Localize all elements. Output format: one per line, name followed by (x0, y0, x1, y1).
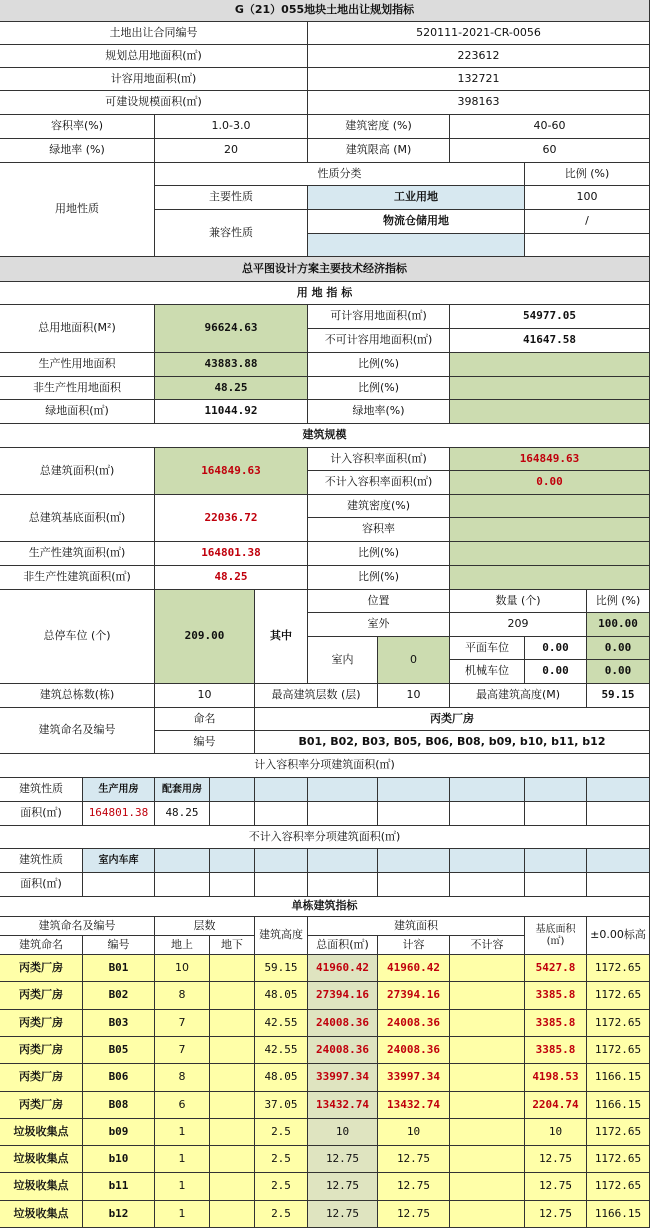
buildable-area-label: 可建设规模面积(㎡) (0, 91, 308, 115)
far-items-area-label: 面积(㎡) (0, 802, 83, 826)
single-cell-code: b12 (83, 1201, 155, 1228)
land-green-rate-value (450, 400, 650, 424)
parking-count-header: 数量 (个) (450, 590, 587, 613)
land-total-label: 总用地面积(M²) (0, 305, 155, 353)
nonfar-items-empty (155, 873, 210, 897)
single-cell-height: 42.55 (255, 1037, 308, 1064)
single-h-far: 计容 (378, 936, 450, 955)
land-far-value: 54977.05 (450, 305, 650, 329)
max-height-value: 59.15 (587, 684, 650, 708)
single-cell-below (210, 1119, 255, 1146)
naming-code-value: B01, B02, B03, B05, B06, B08, b09, b10, b11, b12 (255, 731, 650, 754)
parking-mech-label: 机械车位 (450, 660, 525, 684)
nonfar-items-blank (210, 849, 255, 873)
far-items-col2: 配套用房 (155, 778, 210, 802)
nonfar-items-area-label: 面积(㎡) (0, 873, 83, 897)
parking-surface-label: 平面车位 (450, 637, 525, 660)
bldg-far-label: 计入容积率面积(㎡) (308, 448, 450, 471)
nonfar-items-empty (255, 873, 308, 897)
far-items-blank (525, 778, 587, 802)
far-items-blank (308, 778, 378, 802)
bldg-nonprod-value: 48.25 (155, 566, 308, 590)
nonfar-items-nature-label: 建筑性质 (0, 849, 83, 873)
single-cell-nonfar (450, 982, 525, 1010)
bldg-prod-ratio-label: 比例(%) (308, 542, 450, 566)
far-items-val2: 48.25 (155, 802, 210, 826)
single-h-above: 地上 (155, 936, 210, 955)
parking-outdoor-label: 室外 (308, 613, 450, 637)
single-cell-name: 丙类厂房 (0, 1010, 83, 1037)
single-cell-elev: 1166.15 (587, 1092, 650, 1119)
main-nature-value: 工业用地 (308, 186, 525, 210)
parking-mech-value: 0.00 (525, 660, 587, 684)
single-cell-base: 12.75 (525, 1146, 587, 1173)
nonfar-items-blank (255, 849, 308, 873)
bldg-base-value: 22036.72 (155, 495, 308, 542)
single-cell-height: 2.5 (255, 1201, 308, 1228)
single-h-height: 建筑高度 (255, 917, 308, 955)
single-cell-above: 1 (155, 1146, 210, 1173)
tech-section-title: 总平图设计方案主要技术经济指标 (0, 257, 650, 282)
single-cell-nonfar (450, 1092, 525, 1119)
single-cell-total: 24008.36 (308, 1037, 378, 1064)
parking-total-value: 209.00 (155, 590, 255, 684)
single-cell-name: 丙类厂房 (0, 1064, 83, 1092)
single-cell-name: 丙类厂房 (0, 982, 83, 1010)
land-nonfar-label: 不可计容用地面积(㎡) (308, 329, 450, 353)
doc-title: G（21）055地块土地出让规划指标 (0, 0, 650, 22)
parking-label: 总停车位 (个) (0, 590, 155, 684)
main-nature-label: 主要性质 (155, 186, 308, 210)
single-cell-name: 垃圾收集点 (0, 1173, 83, 1201)
single-h-code: 编号 (83, 936, 155, 955)
single-cell-above: 8 (155, 1064, 210, 1092)
bldg-nonprod-label: 非生产性建筑面积(㎡) (0, 566, 155, 590)
bldg-total-label: 总建筑面积(㎡) (0, 448, 155, 495)
single-cell-code: B05 (83, 1037, 155, 1064)
single-cell-elev: 1172.65 (587, 1173, 650, 1201)
nonfar-items-blank (378, 849, 450, 873)
far-items-title: 计入容积率分项建筑面积(㎡) (0, 754, 650, 778)
total-land-value: 223612 (308, 45, 650, 68)
land-far-label: 可计容用地面积(㎡) (308, 305, 450, 329)
green-label: 绿地率 (%) (0, 139, 155, 163)
bldg-nonprod-ratio-label: 比例(%) (308, 566, 450, 590)
far-value: 1.0-3.0 (155, 115, 308, 139)
land-section-title: 用 地 指 标 (0, 282, 650, 305)
parking-outdoor-ratio: 100.00 (587, 613, 650, 637)
buildable-area-value: 398163 (308, 91, 650, 115)
single-cell-height: 42.55 (255, 1010, 308, 1037)
single-cell-code: b10 (83, 1146, 155, 1173)
land-prod-label: 生产性用地面积 (0, 353, 155, 377)
far-items-empty (308, 802, 378, 826)
single-cell-above: 1 (155, 1119, 210, 1146)
parking-of-which: 其中 (255, 590, 308, 684)
single-h-name: 建筑命名 (0, 936, 83, 955)
far-items-col1: 生产用房 (83, 778, 155, 802)
single-cell-below (210, 1173, 255, 1201)
single-cell-name: 垃圾收集点 (0, 1201, 83, 1228)
nonfar-items-empty (378, 873, 450, 897)
single-cell-below (210, 1146, 255, 1173)
single-cell-total: 12.75 (308, 1146, 378, 1173)
max-floors-value: 10 (378, 684, 450, 708)
single-cell-base: 3385.8 (525, 982, 587, 1010)
single-cell-height: 2.5 (255, 1173, 308, 1201)
single-cell-below (210, 1201, 255, 1228)
single-h-total: 总面积(㎡) (308, 936, 378, 955)
parking-surface-ratio: 0.00 (587, 637, 650, 660)
single-cell-nonfar (450, 1037, 525, 1064)
bldg-count-label: 建筑总栋数(栋) (0, 684, 155, 708)
nonfar-items-blank (308, 849, 378, 873)
single-cell-name: 丙类厂房 (0, 1092, 83, 1119)
single-cell-far: 33997.34 (378, 1064, 450, 1092)
single-cell-far: 13432.74 (378, 1092, 450, 1119)
height-value: 60 (450, 139, 650, 163)
parking-surface-value: 0.00 (525, 637, 587, 660)
compat-nature-ratio: / (525, 210, 650, 234)
land-green-label: 绿地面积(㎡) (0, 400, 155, 424)
nonfar-items-blank (587, 849, 650, 873)
single-h-elev: ±0.00标高 (587, 917, 650, 955)
parking-indoor-value: 0 (378, 637, 450, 684)
far-land-label: 计容用地面积(㎡) (0, 68, 308, 91)
single-cell-below (210, 1037, 255, 1064)
single-section-title: 单栋建筑指标 (0, 897, 650, 917)
single-cell-total: 27394.16 (308, 982, 378, 1010)
single-cell-far: 12.75 (378, 1173, 450, 1201)
single-cell-code: B03 (83, 1010, 155, 1037)
single-cell-nonfar (450, 955, 525, 982)
single-cell-total: 12.75 (308, 1173, 378, 1201)
single-cell-below (210, 1092, 255, 1119)
single-cell-height: 48.05 (255, 982, 308, 1010)
single-cell-nonfar (450, 1010, 525, 1037)
single-cell-base: 12.75 (525, 1173, 587, 1201)
single-cell-nonfar (450, 1064, 525, 1092)
single-cell-far: 12.75 (378, 1146, 450, 1173)
land-nonprod-value: 48.25 (155, 377, 308, 400)
single-cell-total: 10 (308, 1119, 378, 1146)
bldg-base-label: 总建筑基底面积(㎡) (0, 495, 155, 542)
single-cell-nonfar (450, 1173, 525, 1201)
single-cell-base: 4198.53 (525, 1064, 587, 1092)
main-nature-ratio: 100 (525, 186, 650, 210)
single-h-name-code: 建筑命名及编号 (0, 917, 155, 936)
single-cell-code: B06 (83, 1064, 155, 1092)
nonfar-items-empty (83, 873, 155, 897)
single-cell-elev: 1172.65 (587, 1119, 650, 1146)
far-items-empty (378, 802, 450, 826)
single-h-base: 基底面积(㎡) (525, 917, 587, 955)
nonfar-items-blank (525, 849, 587, 873)
land-nature-label: 用地性质 (0, 163, 155, 257)
single-cell-height: 48.05 (255, 1064, 308, 1092)
nonfar-items-empty (308, 873, 378, 897)
single-h-floors: 层数 (155, 917, 255, 936)
total-land-label: 规划总用地面积(㎡) (0, 45, 308, 68)
parking-position-header: 位置 (308, 590, 450, 613)
compat-nature-label: 兼容性质 (155, 210, 308, 257)
bldg-nonprod-ratio-value (450, 566, 650, 590)
single-cell-base: 2204.74 (525, 1092, 587, 1119)
single-cell-name: 丙类厂房 (0, 1037, 83, 1064)
nature-ratio-header: 比例 (%) (525, 163, 650, 186)
single-cell-base: 3385.8 (525, 1037, 587, 1064)
single-cell-base: 3385.8 (525, 1010, 587, 1037)
single-h-area: 建筑面积 (308, 917, 525, 936)
compat-blank-ratio (525, 234, 650, 257)
single-cell-code: b09 (83, 1119, 155, 1146)
land-prod-ratio-label: 比例(%) (308, 353, 450, 377)
density-value: 40-60 (450, 115, 650, 139)
contract-no-value: 520111-2021-CR-0056 (308, 22, 650, 45)
nonfar-items-empty (525, 873, 587, 897)
single-cell-elev: 1172.65 (587, 1037, 650, 1064)
parking-ratio-header: 比例 (%) (587, 590, 650, 613)
single-cell-base: 5427.8 (525, 955, 587, 982)
single-cell-above: 7 (155, 1037, 210, 1064)
single-cell-code: B02 (83, 982, 155, 1010)
far-items-empty (525, 802, 587, 826)
single-cell-name: 垃圾收集点 (0, 1146, 83, 1173)
single-cell-total: 13432.74 (308, 1092, 378, 1119)
single-cell-nonfar (450, 1146, 525, 1173)
single-cell-below (210, 1010, 255, 1037)
single-cell-total: 12.75 (308, 1201, 378, 1228)
green-value: 20 (155, 139, 308, 163)
single-cell-name: 垃圾收集点 (0, 1119, 83, 1146)
naming-name-label: 命名 (155, 708, 255, 731)
bldg-far-rate-label: 容积率 (308, 518, 450, 542)
single-cell-below (210, 955, 255, 982)
single-cell-far: 24008.36 (378, 1010, 450, 1037)
far-items-nature-label: 建筑性质 (0, 778, 83, 802)
single-cell-code: B08 (83, 1092, 155, 1119)
single-cell-far: 10 (378, 1119, 450, 1146)
single-cell-far: 27394.16 (378, 982, 450, 1010)
single-cell-above: 8 (155, 982, 210, 1010)
land-nonprod-ratio-label: 比例(%) (308, 377, 450, 400)
bldg-density-value (450, 495, 650, 518)
far-items-blank (255, 778, 308, 802)
single-cell-elev: 1172.65 (587, 1146, 650, 1173)
single-cell-above: 1 (155, 1173, 210, 1201)
bldg-total-value: 164849.63 (155, 448, 308, 495)
nature-class-header: 性质分类 (155, 163, 525, 186)
single-h-below: 地下 (210, 936, 255, 955)
single-cell-below (210, 982, 255, 1010)
bldg-count-value: 10 (155, 684, 255, 708)
single-cell-base: 10 (525, 1119, 587, 1146)
single-cell-nonfar (450, 1201, 525, 1228)
land-prod-value: 43883.88 (155, 353, 308, 377)
single-cell-elev: 1172.65 (587, 982, 650, 1010)
bldg-density-label: 建筑密度(%) (308, 495, 450, 518)
bldg-prod-label: 生产性建筑面积(㎡) (0, 542, 155, 566)
far-items-empty (210, 802, 255, 826)
single-cell-total: 24008.36 (308, 1010, 378, 1037)
far-items-empty (450, 802, 525, 826)
single-cell-elev: 1166.15 (587, 1201, 650, 1228)
single-cell-code: B01 (83, 955, 155, 982)
far-items-blank (378, 778, 450, 802)
single-cell-far: 24008.36 (378, 1037, 450, 1064)
single-cell-above: 1 (155, 1201, 210, 1228)
far-items-blank (450, 778, 525, 802)
far-items-empty (255, 802, 308, 826)
far-items-blank (210, 778, 255, 802)
single-cell-elev: 1172.65 (587, 1010, 650, 1037)
compat-nature-value: 物流仓储用地 (308, 210, 525, 234)
land-prod-ratio-value (450, 353, 650, 377)
single-cell-nonfar (450, 1119, 525, 1146)
parking-indoor-label: 室内 (308, 637, 378, 684)
land-nonprod-ratio-value (450, 377, 650, 400)
density-label: 建筑密度 (%) (308, 115, 450, 139)
nonfar-items-blank (450, 849, 525, 873)
single-cell-height: 2.5 (255, 1146, 308, 1173)
single-cell-elev: 1172.65 (587, 955, 650, 982)
nonfar-items-col1: 室内车库 (83, 849, 155, 873)
bldg-far-rate-value (450, 518, 650, 542)
single-cell-height: 37.05 (255, 1092, 308, 1119)
single-cell-name: 丙类厂房 (0, 955, 83, 982)
single-cell-total: 33997.34 (308, 1064, 378, 1092)
bldg-prod-ratio-value (450, 542, 650, 566)
land-green-value: 11044.92 (155, 400, 308, 424)
max-height-label: 最高建筑高度(M) (450, 684, 587, 708)
contract-no-label: 土地出让合同编号 (0, 22, 308, 45)
land-nonprod-label: 非生产性用地面积 (0, 377, 155, 400)
nonfar-items-empty (450, 873, 525, 897)
bldg-far-value: 164849.63 (450, 448, 650, 471)
single-cell-above: 6 (155, 1092, 210, 1119)
bldg-nonfar-value: 0.00 (450, 471, 650, 495)
naming-code-label: 编号 (155, 731, 255, 754)
naming-label: 建筑命名及编号 (0, 708, 155, 754)
land-total-value: 96624.63 (155, 305, 308, 353)
single-cell-above: 7 (155, 1010, 210, 1037)
single-cell-total: 41960.42 (308, 955, 378, 982)
single-cell-code: b11 (83, 1173, 155, 1201)
far-label: 容积率(%) (0, 115, 155, 139)
single-cell-height: 59.15 (255, 955, 308, 982)
far-land-value: 132721 (308, 68, 650, 91)
compat-blank-cell (308, 234, 525, 257)
height-label: 建筑限高 (M) (308, 139, 450, 163)
parking-outdoor-value: 209 (450, 613, 587, 637)
land-green-rate-label: 绿地率(%) (308, 400, 450, 424)
single-cell-above: 10 (155, 955, 210, 982)
max-floors-label: 最高建筑层数 (层) (255, 684, 378, 708)
nonfar-items-empty (210, 873, 255, 897)
far-items-val1: 164801.38 (83, 802, 155, 826)
bldg-prod-value: 164801.38 (155, 542, 308, 566)
single-cell-elev: 1166.15 (587, 1064, 650, 1092)
far-items-blank (587, 778, 650, 802)
single-cell-base: 12.75 (525, 1201, 587, 1228)
single-cell-below (210, 1064, 255, 1092)
land-nonfar-value: 41647.58 (450, 329, 650, 353)
building-section-title: 建筑规模 (0, 424, 650, 448)
single-cell-height: 2.5 (255, 1119, 308, 1146)
single-cell-far: 41960.42 (378, 955, 450, 982)
bldg-nonfar-label: 不计入容积率面积(㎡) (308, 471, 450, 495)
single-h-nonfar: 不计容 (450, 936, 525, 955)
far-items-empty (587, 802, 650, 826)
parking-mech-ratio: 0.00 (587, 660, 650, 684)
single-cell-far: 12.75 (378, 1201, 450, 1228)
naming-name-value: 丙类厂房 (255, 708, 650, 731)
nonfar-items-title: 不计入容积率分项建筑面积(㎡) (0, 826, 650, 849)
nonfar-items-blank (155, 849, 210, 873)
nonfar-items-empty (587, 873, 650, 897)
